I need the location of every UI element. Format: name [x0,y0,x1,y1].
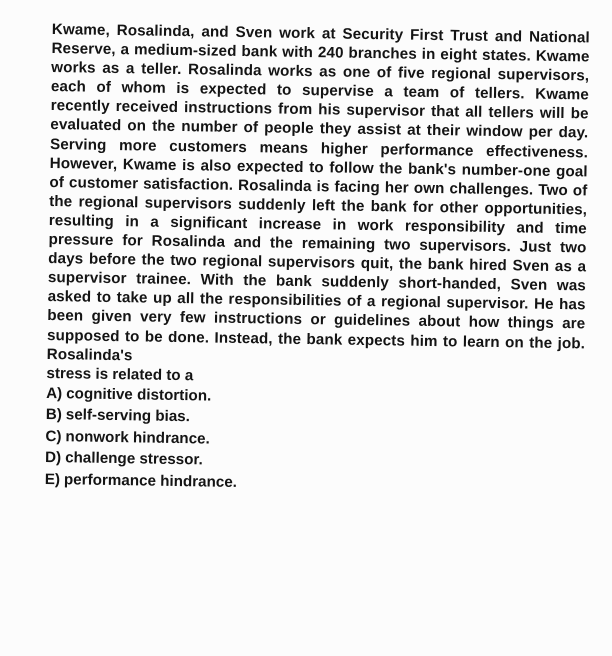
option-text: challenge stressor. [65,449,203,469]
option-letter: C) [45,427,62,445]
answer-options [45,383,585,499]
option-letter: B) [45,406,62,424]
option-letter: D) [44,449,62,467]
option-letter: E) [44,470,61,488]
question-block [45,20,590,499]
option-letter: A) [46,384,63,402]
option-text: self-serving bias. [65,406,191,426]
option-text: cognitive distortion. [66,385,212,405]
option-text: nonwork hindrance. [65,428,210,448]
question-stem: stress is related to a [46,364,194,384]
option-text: performance hindrance. [63,471,238,491]
question-passage: Kwame, Rosalinda, and Sven work at Security First Trust and National Reserve, a medium-sized bank with 240 branches in eight states. Kwame works as a teller. Rosalinda works as one of five regional supervisors, each of whom is expected to supervise a team of tellers. Kwame recently received instructions from his supervisor that all tellers will be evaluated on the number of people they assist at their window per day. Serving more customers means higher performance effectiveness. However, Kwame is also expected to follow the bank's number-one goal of customer satisfaction. Rosalinda is facing her own challenges. Two of the regional supervisors suddenly left the bank for other opportunities, resulting in a significant increase in work responsibility and time pressure for Rosalinda and the remaining two supervisors. Just two days before the two regional supervisors quit, the bank hired Sven as a supervisor trainee. With the bank suddenly short-handed, Sven was asked to take up all the responsibilities of a regional supervisor. He has been given very few instructions or guidelines about how things are supposed to be done. Instead, the bank expects him to learn on the job. Rosalinda's [46,20,590,364]
